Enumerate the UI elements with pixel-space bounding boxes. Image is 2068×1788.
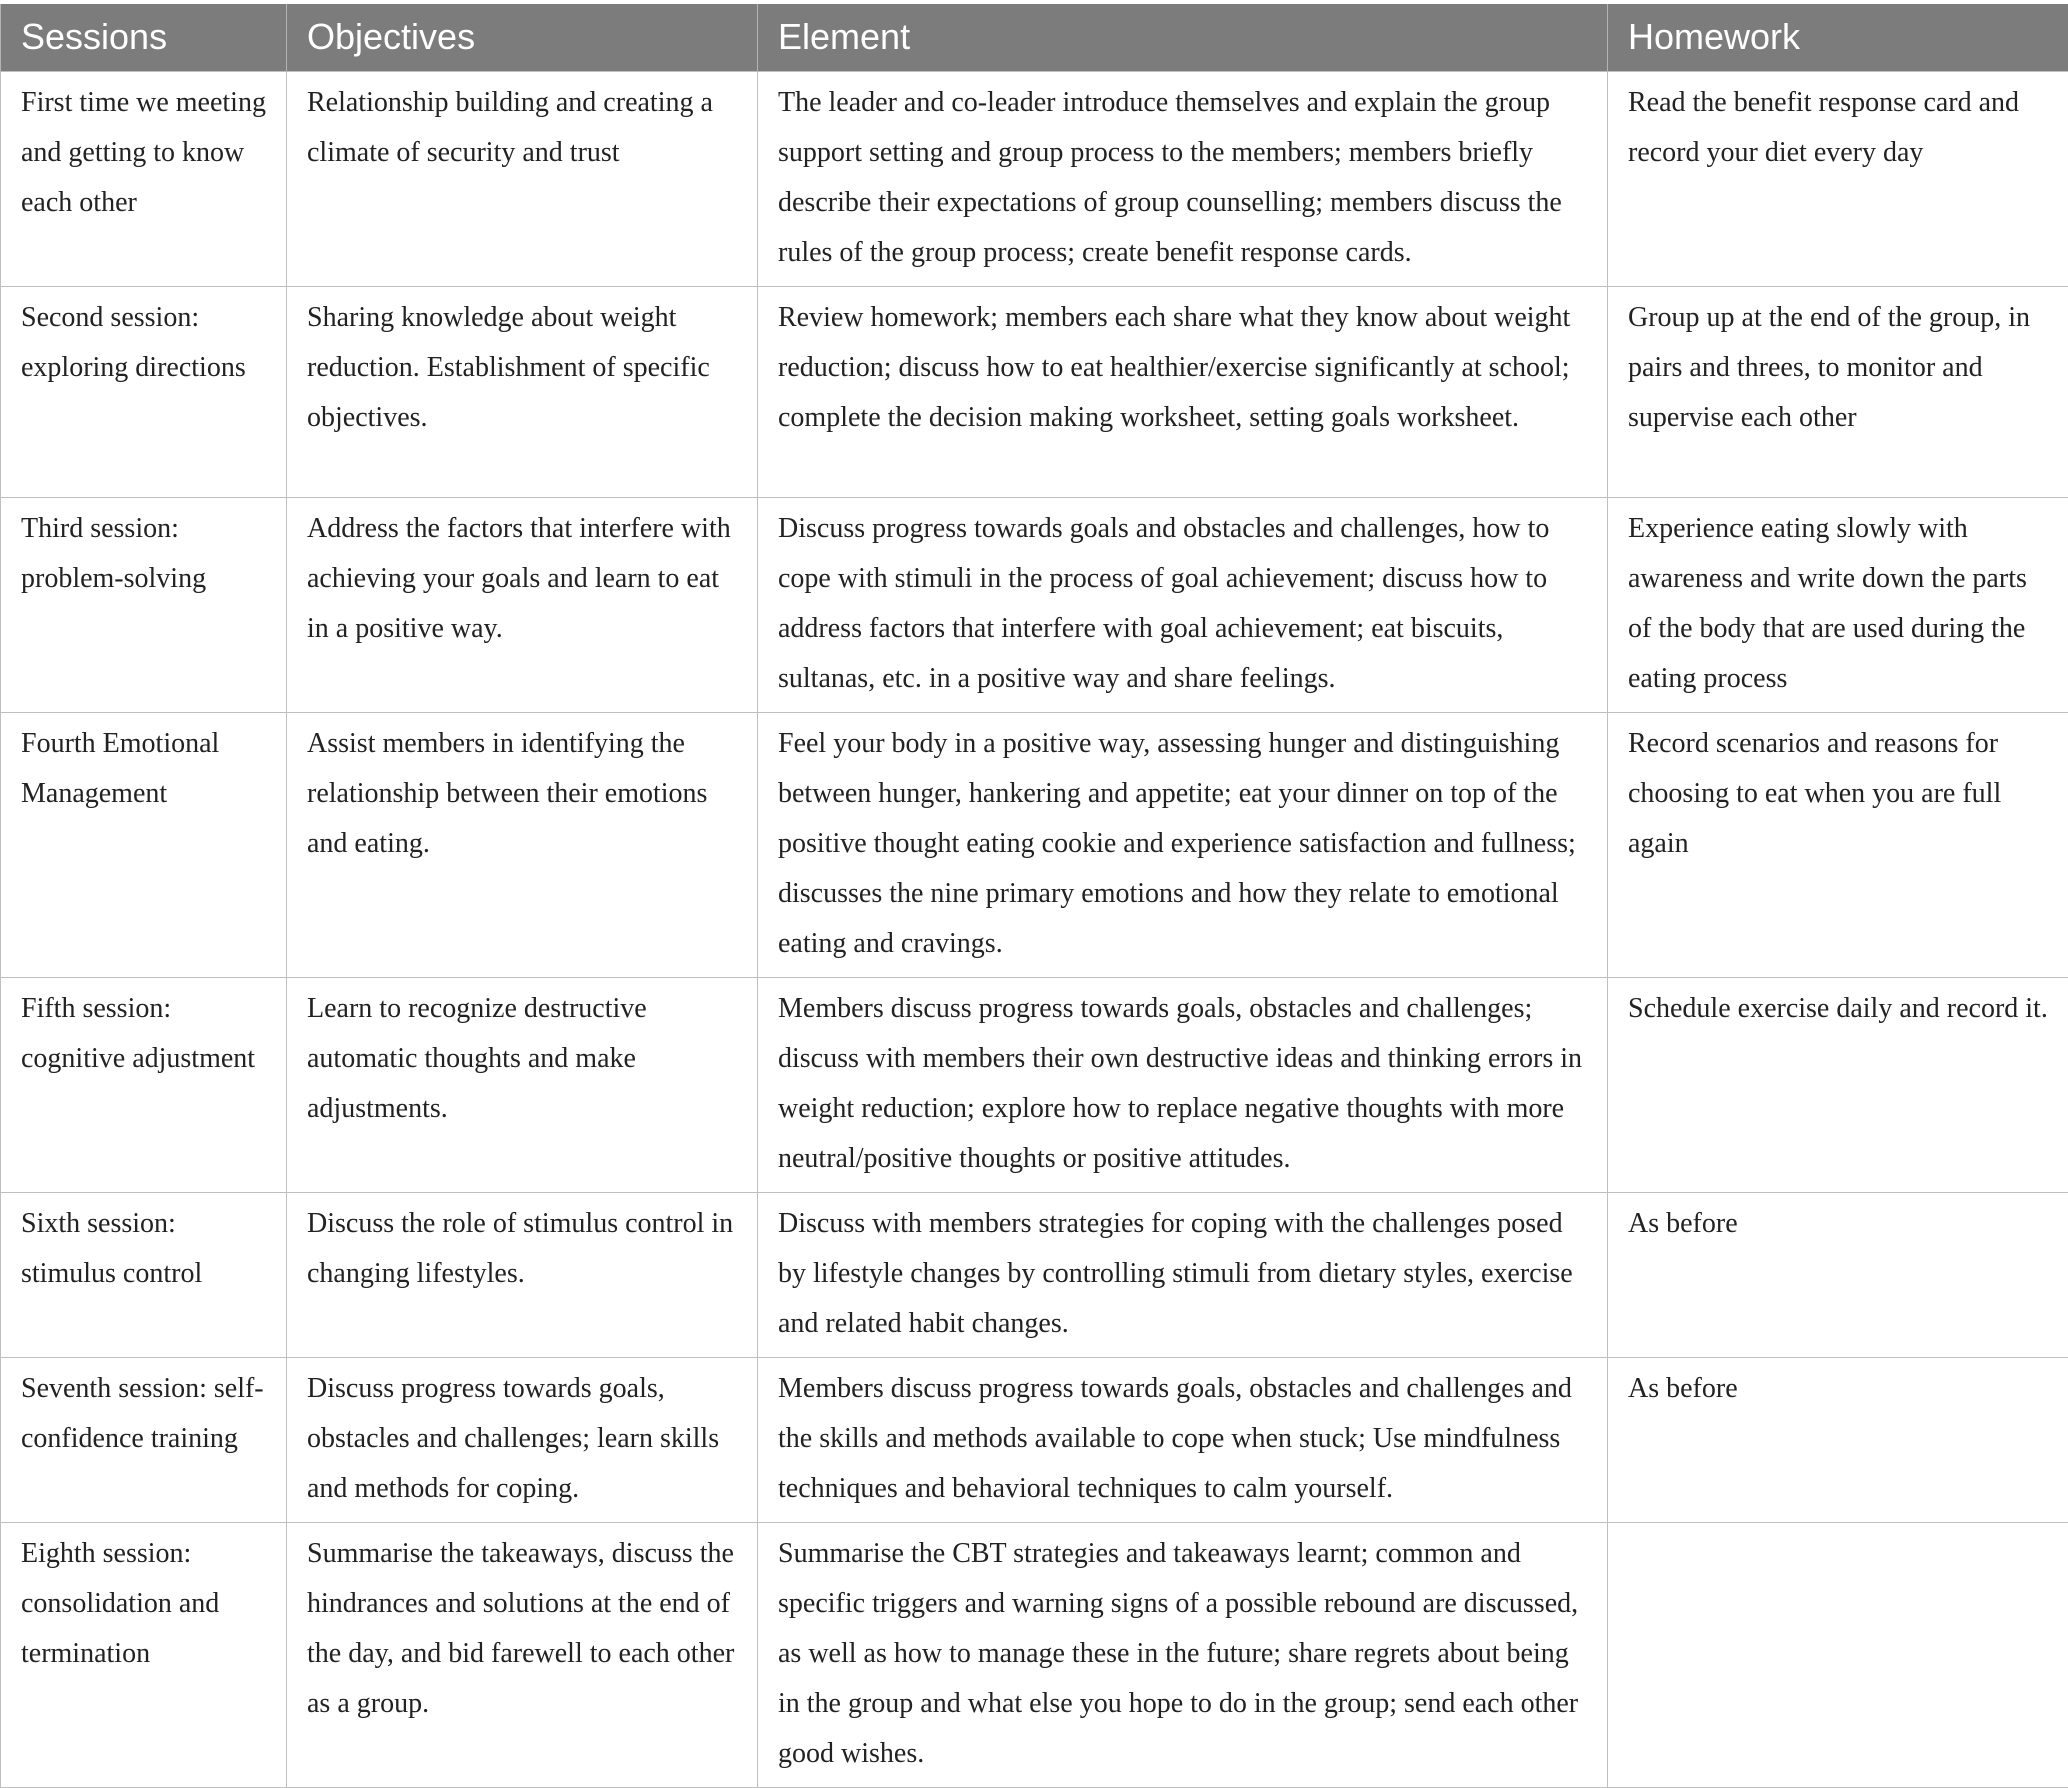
- cell-session: Third session: problem-solving: [1, 497, 287, 712]
- header-element: Element: [758, 4, 1608, 71]
- cell-homework: Schedule exercise daily and record it.: [1608, 977, 2068, 1192]
- cell-objectives: Relationship building and creating a climate of security and trust: [287, 71, 758, 286]
- table-row: [1, 497, 2068, 712]
- cell-element: Feel your body in a positive way, assessing hunger and distinguishing between hunger, hankering and appetite; eat your dinner on top of the positive thought eating cookie and experience satisfaction and fullness; discusses the nine primary emotions and how they relate to emotional eating and cravings.: [758, 712, 1608, 977]
- cell-objectives: Assist members in identifying the relationship between their emotions and eating.: [287, 712, 758, 977]
- cell-objectives: Discuss progress towards goals, obstacles and challenges; learn skills and methods for coping.: [287, 1357, 758, 1522]
- table-row: [1, 1522, 2068, 1787]
- cell-session: Fifth session: cognitive adjustment: [1, 977, 287, 1192]
- cell-element: Discuss with members strategies for coping with the challenges posed by lifestyle changes by controlling stimuli from dietary styles, exercise and related habit changes.: [758, 1192, 1608, 1357]
- cell-element: Members discuss progress towards goals, obstacles and challenges; discuss with members their own destructive ideas and thinking errors in weight reduction; explore how to replace negative thoughts with more neutral/positive thoughts or positive attitudes.: [758, 977, 1608, 1192]
- cell-homework: Experience eating slowly with awareness and write down the parts of the body that are used during the eating process: [1608, 497, 2068, 712]
- cell-element: Summarise the CBT strategies and takeaways learnt; common and specific triggers and warning signs of a possible rebound are discussed, as well as how to manage these in the future; share regrets about being in the group and what else you hope to do in the group; send each other good wishes.: [758, 1522, 1608, 1787]
- header-homework: Homework: [1608, 4, 2068, 71]
- cell-homework: [1608, 1522, 2068, 1787]
- cell-objectives: Sharing knowledge about weight reduction. Establishment of specific objectives.: [287, 286, 758, 497]
- cell-homework: Read the benefit response card and record your diet every day: [1608, 71, 2068, 286]
- table-row: [1, 977, 2068, 1192]
- cell-element: Members discuss progress towards goals, obstacles and challenges and the skills and methods available to cope when stuck; Use mindfulness techniques and behavioral techniques to calm yourself.: [758, 1357, 1608, 1522]
- table-row: [1, 712, 2068, 977]
- header-row: [1, 4, 2068, 71]
- table-header: [1, 4, 2068, 71]
- cell-homework: Record scenarios and reasons for choosing to eat when you are full again: [1608, 712, 2068, 977]
- sessions-table: [0, 4, 2068, 1788]
- header-objectives: Objectives: [287, 4, 758, 71]
- cell-homework: As before: [1608, 1357, 2068, 1522]
- cell-objectives: Summarise the takeaways, discuss the hindrances and solutions at the end of the day, and bid farewell to each other as a group.: [287, 1522, 758, 1787]
- cell-session: Eighth session: consolidation and termination: [1, 1522, 287, 1787]
- table-row: [1, 1192, 2068, 1357]
- cell-session: Seventh session: self-confidence training: [1, 1357, 287, 1522]
- cell-objectives: Learn to recognize destructive automatic thoughts and make adjustments.: [287, 977, 758, 1192]
- cell-homework: Group up at the end of the group, in pairs and threes, to monitor and supervise each other: [1608, 286, 2068, 497]
- cell-element: Review homework; members each share what they know about weight reduction; discuss how to eat healthier/exercise significantly at school; complete the decision making worksheet, setting goals worksheet.: [758, 286, 1608, 497]
- header-sessions: Sessions: [1, 4, 287, 71]
- table-row: [1, 286, 2068, 497]
- cell-objectives: Address the factors that interfere with achieving your goals and learn to eat in a positive way.: [287, 497, 758, 712]
- cell-session: First time we meeting and getting to know each other: [1, 71, 287, 286]
- cell-element: The leader and co-leader introduce themselves and explain the group support setting and group process to the members; members briefly describe their expectations of group counselling; members discuss the rules of the group process; create benefit response cards.: [758, 71, 1608, 286]
- cell-element: Discuss progress towards goals and obstacles and challenges, how to cope with stimuli in the process of goal achievement; discuss how to address factors that interfere with goal achievement; eat biscuits, sultanas, etc. in a positive way and share feelings.: [758, 497, 1608, 712]
- cell-session: Second session: exploring directions: [1, 286, 287, 497]
- table-row: [1, 71, 2068, 286]
- table-row: [1, 1357, 2068, 1522]
- cell-objectives: Discuss the role of stimulus control in changing lifestyles.: [287, 1192, 758, 1357]
- cell-session: Sixth session: stimulus control: [1, 1192, 287, 1357]
- table-body: [1, 71, 2068, 1787]
- cell-homework: As before: [1608, 1192, 2068, 1357]
- cell-session: Fourth Emotional Management: [1, 712, 287, 977]
